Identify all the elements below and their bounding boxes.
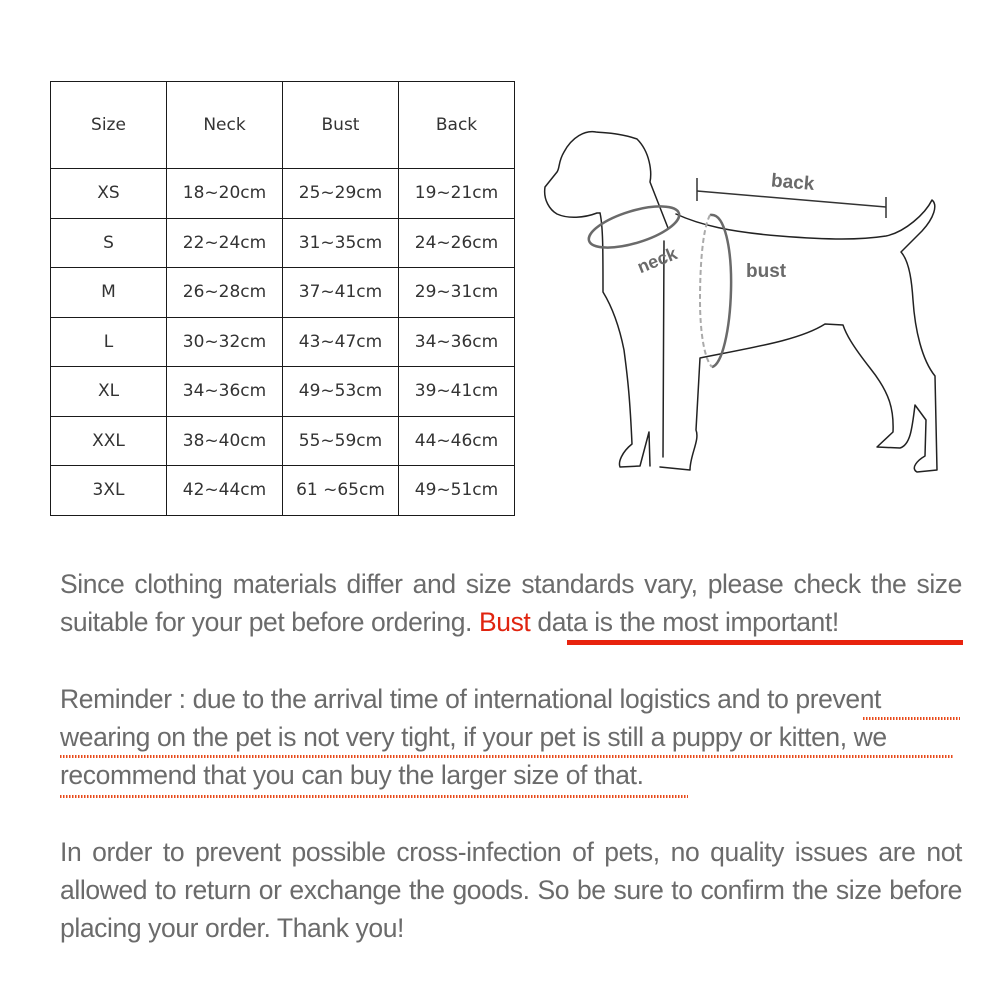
label-bust: bust [746, 261, 787, 282]
cell-back: 19~21cm [399, 169, 515, 219]
important-underline [567, 640, 963, 645]
cell-bust: 43~47cm [283, 317, 399, 367]
cell-size: 3XL [51, 466, 167, 516]
bust-measure-ring-back [700, 215, 712, 367]
cell-bust: 31~35cm [283, 218, 399, 268]
table-row [51, 218, 515, 268]
sizing-note [60, 565, 962, 641]
cell-neck: 22~24cm [167, 218, 283, 268]
bust-measure-ring-front [710, 215, 731, 367]
header-bust: Bust [283, 82, 399, 169]
dog-measurement-diagram [530, 120, 950, 480]
sizing-note-tail: data is the most important! [530, 607, 839, 637]
cell-size: XS [51, 169, 167, 219]
cell-back: 24~26cm [399, 218, 515, 268]
reminder-underline-1 [863, 717, 960, 720]
cell-neck: 18~20cm [167, 169, 283, 219]
table-row [51, 169, 515, 219]
dog-outline-icon [545, 132, 937, 472]
cell-bust: 37~41cm [283, 268, 399, 318]
cell-size: L [51, 317, 167, 367]
cell-size: S [51, 218, 167, 268]
return-policy-note: In order to prevent possible cross-infection of pets, no quality issues are not allowed to return or exchange the goods. So be sure to confirm the size before placing your order. Thank you! [60, 837, 962, 943]
reminder-underline-3 [60, 795, 688, 798]
cell-back: 29~31cm [399, 268, 515, 318]
cell-size: M [51, 268, 167, 318]
cell-neck: 26~28cm [167, 268, 283, 318]
cell-back: 44~46cm [399, 416, 515, 466]
header-back: Back [399, 82, 515, 169]
cell-bust: 61 ~65cm [283, 466, 399, 516]
cell-neck: 38~40cm [167, 416, 283, 466]
cell-bust: 55~59cm [283, 416, 399, 466]
table-row [51, 268, 515, 318]
cell-bust: 25~29cm [283, 169, 399, 219]
size-chart-table [50, 81, 515, 516]
table-row [51, 466, 515, 516]
cell-back: 34~36cm [399, 317, 515, 367]
cell-neck: 30~32cm [167, 317, 283, 367]
cell-back: 49~51cm [399, 466, 515, 516]
reminder-underline-2 [60, 755, 953, 758]
cell-neck: 34~36cm [167, 367, 283, 417]
cell-size: XL [51, 367, 167, 417]
label-back: back [770, 170, 816, 196]
cell-back: 39~41cm [399, 367, 515, 417]
cell-size: XXL [51, 416, 167, 466]
header-size: Size [51, 82, 167, 169]
cell-bust: 49~53cm [283, 367, 399, 417]
bust-highlight: Bust [478, 607, 531, 637]
table-header-row [51, 82, 515, 169]
cell-neck: 42~44cm [167, 466, 283, 516]
table-row [51, 416, 515, 466]
header-neck: Neck [167, 82, 283, 169]
reminder-note: Reminder : due to the arrival time of international logistics and to prevent wearing on the pet is not very tight, if your pet is still a puppy or kitten, we recommend that you can buy the larger size of that. [60, 684, 887, 790]
sizing-note-text: Since clothing materials differ and size standards vary, please check the size suitable for your pet before ordering. [60, 569, 962, 637]
table-row [51, 317, 515, 367]
table-row [51, 367, 515, 417]
label-neck: neck [634, 243, 680, 278]
